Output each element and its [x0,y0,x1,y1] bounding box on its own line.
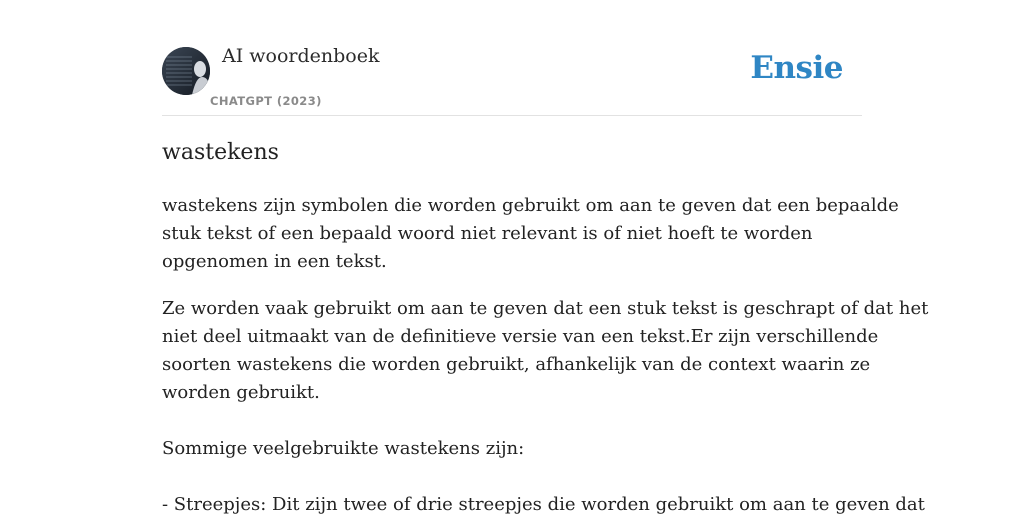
ensie-logo[interactable]: Ensie [750,50,843,86]
avatar-image-icon [162,47,210,95]
text-line: soorten wastekens die worden gebruikt, afhankelijk van de context waarin ze [162,354,871,375]
definition-list-item [162,491,925,519]
definition-paragraph-1 [162,192,899,276]
text-line: opgenomen in een tekst. [162,251,387,272]
text-line: stuk tekst of een bepaald woord niet relevant is of niet hoeft te worden [162,223,813,244]
text-line: niet deel uitmaakt van de definitieve versie van een tekst.Er zijn verschillende [162,326,879,347]
author-name[interactable]: AI woordenboek [222,45,380,67]
avatar[interactable] [162,47,210,95]
text-line: Ze worden vaak gebruikt om aan te geven dat een stuk tekst is geschrapt of dat het [162,298,929,319]
entry-header [162,0,862,116]
definition-paragraph-3 [162,435,862,463]
entry-title: wastekens [162,140,279,165]
source-label: CHATGPT (2023) [210,94,322,108]
text-line: Sommige veelgebruikte wastekens zijn: [162,438,525,459]
text-line: - Streepjes: Dit zijn twee of drie streepjes die worden gebruikt om aan te geven dat [162,494,925,515]
definition-paragraph-2 [162,295,929,407]
page-container [162,0,929,515]
text-line: wastekens zijn symbolen die worden gebruikt om aan te geven dat een bepaalde [162,195,899,216]
text-line: worden gebruikt. [162,382,320,403]
